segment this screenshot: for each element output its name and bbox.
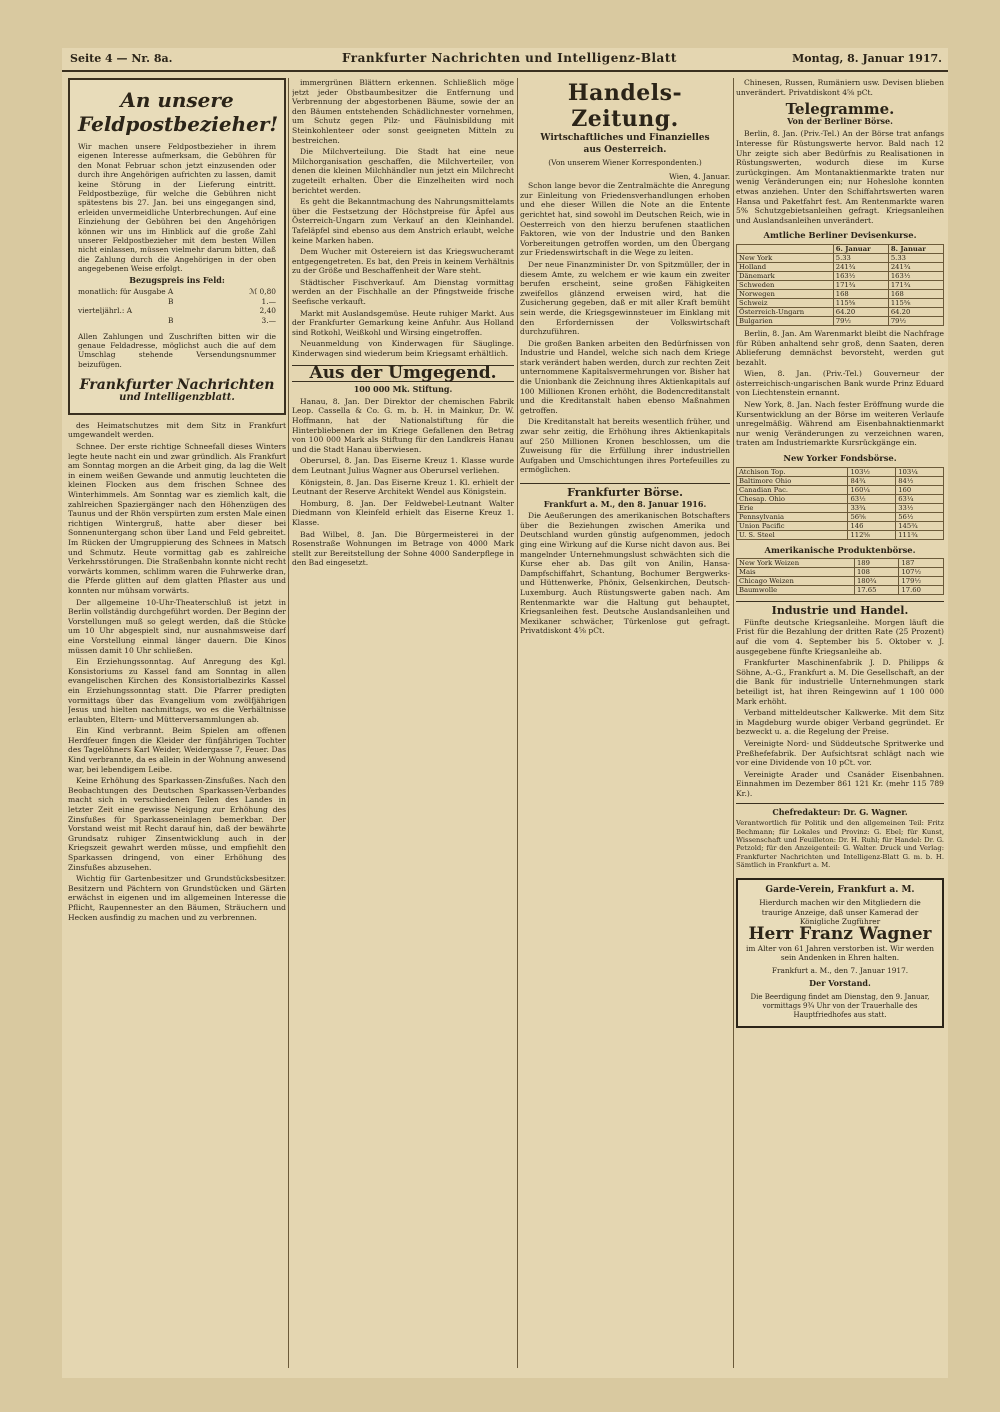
subscription-ad <box>68 78 286 415</box>
ad-title-line: Feldpostbezieher! <box>78 112 279 136</box>
article-paragraph: Frankfurter Maschinenfabrik J. D. Philipps & Söhne, A.-G., Frankfurt a. M. Die Gesellschaft, an der die Bank für industrielle Unternehmungen stark beteiligt ist, hat ihren Reingewinn auf 1 100 000 Mark erhöht. <box>736 658 944 706</box>
table-cell: 146 <box>848 521 896 530</box>
table-cell: 103¼ <box>896 467 944 476</box>
death-notice <box>736 878 944 1028</box>
article-paragraph: Vereinigte Nord- und Süddeutsche Spritwerke und Preßhefefabrik. Der Aufsichtsrat schlägt nach wie vor eine Dividende von 10 pCt. vor. <box>736 738 944 768</box>
table-row <box>737 307 944 316</box>
table-cell: 111¾ <box>896 530 944 539</box>
table-cell: 241¾ <box>888 262 943 271</box>
table-cell: 103½ <box>848 467 896 476</box>
table-cell: 163½ <box>888 271 943 280</box>
umgegend-title: Aus der Umgegend. <box>292 365 514 383</box>
ad-signature: Frankfurter Nachrichten <box>79 377 275 394</box>
table-cell: Chicago Weizen <box>737 577 855 586</box>
column-4 <box>736 78 944 1378</box>
table-cell: 17.60 <box>899 586 944 595</box>
article-paragraph: Ein Erziehungssonntag. Auf Anregung des Kgl. Konsistoriums zu Kassel fand am Sonntag in allen evangelischen Kirchen des Konsistorialbezirks Kassel ein Erziehungssonntag statt. Die Pfarrer predigten vormittags über das Evangelium vom zwölfjährigen Jesus und hielten nachmittags, wo es die Verhältnisse erlaubten, Eltern- und Mütterversammlungen ab. <box>68 657 286 724</box>
article-paragraph: Markt mit Auslandsgemüse. Heute ruhiger Markt. Aus der Frankfurter Gemarkung keine Anfuhr. Aus Holland sind Rotkohl, Weißkohl und Wirsing eingetroffen. <box>292 308 514 337</box>
table-header <box>737 244 834 253</box>
column-3 <box>520 78 730 1378</box>
table-cell: 179½ <box>899 577 944 586</box>
article-paragraph: New York, 8. Jan. Nach fester Eröffnung wurde die Kursentwicklung an der Börse im weiteren Verlaufe unregelmäßig. Während am Eisenbahnaktienmarkt nur wenig Veränderungen zu verzeichnen waren, traten am Industriemarkte Kursrückgänge ein. <box>736 400 944 448</box>
table-cell: 56½ <box>896 512 944 521</box>
industrie-title: Industrie und Handel. <box>736 601 944 616</box>
table-cell: Mais <box>737 568 855 577</box>
notice-intro: Hierdurch machen wir den Mitgliedern die traurige Anzeige, daß unser Kamerad der Königliche Zugführer <box>759 898 921 926</box>
table-cell: Erie <box>737 503 848 512</box>
ad-body: Wir machen unsere Feldpostbezieher in ihrem eigenen Interesse aufmerksam, die Gebühren für den Monat Februar schon jetzt einzusenden oder durch ihre Angehörigen aufrichten zu lassen, damit keine Störung in der Lieferung eintritt. Feldpostbezüge, für welche die Gebühren nicht spätestens bis 27. Jan. bei uns eingegangen sind, erleiden unvermeidliche Unterbrechungen. Auf eine Einziehung der Gebühren bei den Angehörigen können wir uns im Hinblick auf die große Zahl unserer Feldpostbezieher mit dem besten Willen nicht einlassen, müssen vielmehr darum bitten, daß die Zahlung durch die Angehörigen in der oben angegebenen Weise erfolgt. <box>78 142 276 274</box>
table-row <box>737 503 944 512</box>
table-cell: 163½ <box>833 271 888 280</box>
table-cell: Österreich-Ungarn <box>737 307 834 316</box>
table-cell: 171¾ <box>833 280 888 289</box>
notice-organization: Garde-Verein, Frankfurt a. M. <box>765 884 915 895</box>
prices-title: Bezugspreis ins Feld: <box>129 274 225 285</box>
column-rule <box>733 78 734 1368</box>
price-row <box>78 287 276 297</box>
price-label: B <box>168 296 174 306</box>
price-value: 1.— <box>261 296 276 306</box>
table-cell: 5.33 <box>833 253 888 262</box>
table-cell: 33¾ <box>848 503 896 512</box>
umgegend-subtitle: 100 000 Mk. Stiftung. <box>353 384 453 395</box>
table-cell: 189 <box>854 559 899 568</box>
article-paragraph: Hanau, 8. Jan. Der Direktor der chemischen Fabrik Leop. Cassella & Co. G. m. b. H. in Mainkur, Dr. W. Hoffmann, hat der Nationalstiftung für die Hinterbliebenen der im Kriege Gefallenen den Betrag von 100 000 Mark als Stiftung für den Landkreis Hanau und die Stadt Hanau überwiesen. <box>292 396 514 454</box>
column-1 <box>68 78 286 1378</box>
table-cell: Baumwolle <box>737 586 855 595</box>
table-cell: 168 <box>833 289 888 298</box>
column-rule <box>517 78 518 1368</box>
table-row <box>737 494 944 503</box>
table-cell: 168 <box>888 289 943 298</box>
article-paragraph: Wichtig für Gartenbesitzer und Grundstücksbesitzer. Besitzern und Pächtern von Grundstücken und Gärten erwächst in eigenen und im allgemeinen Interesse die Pflicht, Raupennester an den Bäumen, Sträuchern und Hecken ausfindig zu machen und zu verbrennen. <box>68 874 286 922</box>
price-value: 3.— <box>261 316 276 326</box>
article-paragraph: Vereinigte Arader und Csanáder Eisenbahnen. Einnahmen im Dezember 861 121 Kr. (mehr 115 789 Kr.). <box>736 769 944 798</box>
table-row <box>737 476 944 485</box>
table-header: 8. Januar <box>888 244 943 253</box>
ad-signature-sub: und Intelligenzblatt. <box>119 392 235 404</box>
produce-table <box>736 558 944 595</box>
masthead-title: Frankfurter Nachrichten und Intelligenz-Blatt <box>342 51 677 65</box>
devisen-title: Amtliche Berliner Devisenkurse. <box>763 230 917 241</box>
notice-place-date: Frankfurt a. M., den 7. Januar 1917. <box>771 965 909 975</box>
price-row <box>78 306 276 316</box>
table-cell: Holland <box>737 262 834 271</box>
deceased-name: Herr Franz Wagner <box>748 924 932 945</box>
table-cell: 108 <box>854 568 899 577</box>
page-number: Seite 4 — Nr. 8a. <box>70 52 173 65</box>
price-value: 2,40 <box>259 306 276 316</box>
price-row <box>78 316 276 326</box>
article-paragraph: Verband mitteldeutscher Kalkwerke. Mit dem Sitz in Magdeburg wurde obiger Verband gegründet. Er bezweckt u. a. die Regelung der Preise. <box>736 708 944 737</box>
article-paragraph: Die Aeußerungen des amerikanischen Botschafters über die Beziehungen zwischen Amerika und Deutschland wurden günstig aufgenommen, jedoch ging eine Wirkung auf die Kurse nicht davon aus. Bei mangelnder Unternehmungslust schwächten sich die Kurse eher ab. Das gilt von Anilin, Hansa-Dampfschiffahrt, Schantung, Bochumer Bergwerks- und Hüttenwerke, Phönix, Gelsenkirchen, Deutsch-Luxemburg. Auch Rüstungswerte gaben nach. Am Rentenmarkte war die Haltung gut behauptet, Kriegsanleihen fest. Deutsche Auslandsanleihen und Mexikaner schwächer, Türkenlose gut gefragt. Privatdiskont 4⅝ pCt. <box>520 511 730 636</box>
price-label: B <box>168 316 174 326</box>
table-row <box>737 485 944 494</box>
table-cell: 79½ <box>833 316 888 325</box>
table-row <box>737 530 944 539</box>
table-cell: Union Pacific <box>737 521 848 530</box>
ad-closing: Allen Zahlungen und Zuschriften bitten wir die genaue Feldadresse, möglichst auch die auf dem Umschlag stehende Versendungsnummer beizufügen. <box>78 331 276 369</box>
article-paragraph: Berlin, 8. Jan. (Priv.-Tel.) An der Börse trat anfangs Interesse für Rüstungswerte hervor. Bald nach 12 Uhr zeigte sich aber Bedürfnis zu Realisationen in Rüstungswerten, wodurch diese im Kurse zurückgingen. Am Montanaktienmarkte traten nur wenig Veränderungen ein; nur Hoheslohe konnten etwas anziehen. Unter den Schiffahrtswerten waren Hansa und Paketfahrt fest. Am Rentenmarkte waren 5% Schutzgebietsanleihen gefragt. Kriegsanleihen und Auslandsanleihen unverändert. <box>736 129 944 225</box>
impressum <box>736 803 944 870</box>
article-paragraph: Es geht die Bekanntmachung des Nahrungsmittelamts über die Festsetzung der Höchstpreise für Äpfel aus Österreich-Ungarn zum Verkauf an den Kleinhandel. Tafeläpfel sind ebenso aus dem Anstrich erlaubt, welche keine Marken haben. <box>292 197 514 245</box>
table-row <box>737 521 944 530</box>
column-rule <box>288 78 289 1368</box>
table-cell: 241¾ <box>833 262 888 271</box>
article-paragraph: des Heimatschutzes mit dem Sitz in Frankfurt umgewandelt werden. <box>68 420 286 440</box>
table-cell: 107½ <box>899 568 944 577</box>
article-paragraph: Die Kreditanstalt hat bereits wesentlich früher, und zwar sehr zeitig, die Erhöhung ihres Aktienkapitals auf 250 Millionen Kronen beschlossen, um die Zuweisung für die Erfüllung ihrer industriellen Aufgaben und Umschichtungen ihres Portefeuilles zu ermöglichen. <box>520 417 730 475</box>
article-paragraph: Dem Wucher mit Ostereiern ist das Kriegswucheramt entgegengetreten. Es bat, den Preis in keinem Verhältnis zu der Größe und Beschaffenheit der Ware steht. <box>292 247 514 276</box>
table-row <box>737 512 944 521</box>
table-cell: 171¾ <box>888 280 943 289</box>
table-cell: Baltimore Ohio <box>737 476 848 485</box>
article-paragraph: Der allgemeine 10-Uhr-Theaterschluß ist jetzt in Berlin vollständig durchgeführt worden. Der Beginn der Vorstellungen muß so gelegt werden, daß die Stücke um 10 Uhr abgespielt sind, nur ausnahmsweise darf eine Vorstellung einmal länger dauern. Die Kinos müssen damit 10 Uhr schließen. <box>68 597 286 655</box>
table-cell: 112⅝ <box>848 530 896 539</box>
table-cell: 33½ <box>896 503 944 512</box>
article-paragraph: Chinesen, Russen, Rumäniern usw. Devisen blieben unverändert. Privatdiskont 4⅝ pCt. <box>736 78 944 97</box>
table-cell: 115⅝ <box>833 298 888 307</box>
table-cell: 115⅝ <box>888 298 943 307</box>
table-cell: Pennsylvania <box>737 512 848 521</box>
table-row <box>737 568 944 577</box>
table-row <box>737 280 944 289</box>
table-cell: 5.33 <box>888 253 943 262</box>
devisen-table <box>736 244 944 326</box>
table-cell: Dänemark <box>737 271 834 280</box>
article-paragraph: Die Milchverteilung. Die Stadt hat eine neue Milchorganisation geschaffen, die Milchverteiler, von denen die kleinen Milchhändler nun jetzt ein Milchrecht zugeteilt erhalten. Über die Einzelheiten wird noch berichtet werden. <box>292 147 514 195</box>
article-paragraph: Der neue Finanzminister Dr. von Spitzmüller, der in diesem Amte, zu welchem er wie kaum ein zweiter berufen erscheint, seine großen Fähigkeiten zweifellos glänzend erweisen wird, hat die Zusicherung gegeben, daß er mit aller Kraft bemüht sein werde, die Kriegsgewinnsteuer im Einklang mit den Erfordernissen der Volkswirtschaft durchzuführen. <box>520 259 730 337</box>
handelszeitung-subtitle: aus Oesterreich. <box>583 145 667 155</box>
article-paragraph: Wien, 8. Jan. (Priv.-Tel.) Gouverneur der österreichisch-ungarischen Bank wurde Prinz Eduard von Liechtenstein ernannt. <box>736 369 944 398</box>
notice-signature: Der Vorstand. <box>809 978 871 989</box>
table-row <box>737 559 944 568</box>
table-cell: 17.65 <box>854 586 899 595</box>
ad-title-line: An unsere <box>120 88 234 112</box>
ny-bonds-title: New Yorker Fondsbörse. <box>783 453 897 464</box>
produce-title: Amerikanische Produktenbörse. <box>764 544 916 555</box>
article-paragraph: Fünfte deutsche Kriegsanleihe. Morgen läuft die Frist für die Bezahlung der dritten Rate (25 Prozent) auf die vom 4. September bis 5. Oktober v. J. ausgegebene fünfte Kriegsanleihe ab. <box>736 617 944 656</box>
price-row <box>78 297 276 307</box>
borse-dateline: Frankfurt a. M., den 8. Januar 1916. <box>543 498 707 509</box>
correspondent-note: (Von unserem Wiener Korrespondenten.) <box>548 158 702 167</box>
table-header: 6. Januar <box>833 244 888 253</box>
article-paragraph: Bad Wilbel, 8. Jan. Die Bürgermeisterei in der Rosenstraße Wohnungen im Betrage von 4000 Mark stellt zur Bereitstellung der Sohne 4000 Sanderpflege in den Bad eingesetzt. <box>292 529 514 568</box>
telegramme-title: Telegramme. <box>785 100 895 119</box>
table-row <box>737 271 944 280</box>
table-cell: 64.20 <box>833 307 888 316</box>
issue-date: Montag, 8. Januar 1917. <box>792 52 942 65</box>
table-cell: Schweiz <box>737 298 834 307</box>
table-row <box>737 586 944 595</box>
table-cell: 63¼ <box>896 494 944 503</box>
article-paragraph: Schon lange bevor die Zentralmächte die Anregung zur Einleitung von Friedensverhandlungen erhoben und ehe dieser Willen die Note an die Entente gerichtet hat, sind sowohl im Deutschen Reich, wie in Oesterreich von den hierzu berufenen staatlichen Faktoren, wie von der Industrie und den Banken Vorbereitungen getroffen worden, um den Übergang zur Friedenswirtschaft in die Wege zu leiten. <box>520 181 730 258</box>
table-cell: 187 <box>899 559 944 568</box>
burial-info: Die Beerdigung findet am Dienstag, den 9. Januar, vormittags 9¾ Uhr von der Trauerhalle des Hauptfriedhofes aus statt. <box>750 992 930 1019</box>
price-label: vierteljährl.: A <box>78 306 133 316</box>
table-row <box>737 577 944 586</box>
table-cell: Canadian Pac. <box>737 485 848 494</box>
table-row <box>737 298 944 307</box>
handelszeitung-subtitle: Wirtschaftliches und Finanzielles <box>540 133 710 143</box>
newspaper-page <box>62 48 948 1378</box>
table-cell: 84½ <box>896 476 944 485</box>
article-paragraph: Schnee. Der erste richtige Schneefall dieses Winters legte heute nacht ein und zwar gründlich. Als Frankfurt am Sonntag morgen an die Arbeit ging, da lag die Welt in einem weißen Gewande und anmutig leuchteten die kleinen Flocken aus dem frischen Schnee des Winterhimmels. Am Sonntag war es ziemlich kalt, die zahlreichen Spaziergänger nach den Höhenzügen des Taunus und der Rhön verspürten zum ersten Male einen richtigen Wintergruß, hatte aber dieser bei Sonnenuntergang schon über Land und Feld gebreitet. Im Rücken der Umgruppierung des Schnees in Matsch und Schmutz. Heute vormittag gab es zahlreiche Verkehrsstörungen. Die Straßenbahn konnte nicht recht vorwärts kommen, schlimm waren die Fuhrwerke dran, die Pferde glitten auf dem glatten Pflaster aus und konnten nur mühsam vorwärts. <box>68 442 286 595</box>
article-paragraph: Neuanmeldung von Kinderwagen für Säuglinge. Kinderwagen sind wiederum beim Kriegsamt erhältlich. <box>292 339 514 359</box>
table-cell: 79½ <box>888 316 943 325</box>
table-cell: 64.20 <box>888 307 943 316</box>
article-paragraph: Keine Erhöhung des Sparkassen-Zinsfußes. Nach den Beobachtungen des Deutschen Sparkassen-Verbandes macht sich in verschiedenen Teilen des Landes in letzter Zeit eine gewisse Neigung zur Erhöhung des Zinsfußes für Sparkasseneinlagen bemerkbar. Der Vorstand weist mit Recht darauf hin, daß der bewährte Grundsatz ruhiger Zinsentwicklung auch in der Kriegszeit gewahrt werden müsse, und empfiehlt den Sparkassen dringend, von einer Erhöhung des Zinsfußes abzusehen. <box>68 776 286 872</box>
table-cell: Norwegen <box>737 289 834 298</box>
table-cell: Chesap. Ohio <box>737 494 848 503</box>
article-paragraph: immergrünen Blättern erkennen. Schließlich möge jetzt jeder Obstbaumbesitzer die Entfernung und Verbrennung der abgestorbenen Bäume, sowie der an den Bäumen entstehenden Schädlichnester vornehmen, um Schutz gegen Pilz- und Fäulnisbildung mit Steinkohlenteer oder sonst geeigneten Mitteln zu bestreichen. <box>292 78 514 145</box>
dateline: Wien, 4. Januar. <box>668 171 730 181</box>
article-paragraph: Berlin, 8. Jan. Am Warenmarkt bleibt die Nachfrage für Rüben anhaltend sehr groß, denn Saaten, deren Ablieferung demnächst bevorsteht, werden gut bezahlt. <box>736 328 944 367</box>
table-cell: Schweden <box>737 280 834 289</box>
ny-bonds-table <box>736 467 944 540</box>
article-paragraph: Königstein, 8. Jan. Das Eiserne Kreuz 1. Kl. erhielt der Leutnant der Reserve Architekt Wendel aus Königstein. <box>292 477 514 497</box>
table-cell: 63½ <box>848 494 896 503</box>
article-paragraph: Die großen Banken arbeiten den Bedürfnissen von Industrie und Handel, welche sich nach dem Kriege stark verändert haben werden, durch zur rechten Zeit unternommene Kapitalsvermehrungen vor. Bisher hat die Unionbank die Zeichnung ihres Aktienkapitals auf 100 Millionen Kronen erhöht, die Bodencreditanstalt und die Kreditanstalt haben ebenso Maßnahmen getroffen. <box>520 338 730 415</box>
table-row <box>737 467 944 476</box>
article-paragraph: Oberursel, 8. Jan. Das Eiserne Kreuz 1. Klasse wurde dem Leutnant Julius Wagner aus Oberursel verliehen. <box>292 456 514 475</box>
table-cell: Atchison Top. <box>737 467 848 476</box>
impressum-text: Verantwortlich für Politik und den allgemeinen Teil: Fritz Bechmann; für Lokales und Provinz: G. Ebel; für Kunst, Wissenschaft und Feuilleton: Dr. H. Ruhl; für Handel: Dr. G. Petzold; für den Anzeigenteil: G. Walter. Druck und Verlag: Frankfurter Nachrichten und Intelligenz-Blatt G. m. b. H. Sämtlich in Frankfurt a. M. <box>736 819 944 870</box>
table-row <box>737 289 944 298</box>
table-cell: 160¼ <box>848 485 896 494</box>
chief-editor: Chefredakteur: Dr. G. Wagner. <box>772 806 908 817</box>
table-row <box>737 253 944 262</box>
page-header <box>62 48 948 72</box>
article-paragraph: Homburg, 8. Jan. Der Feldwebel-Leutnant Walter Diedmann von Kleinfeld erhielt das Eiserne Kreuz 1. Klasse. <box>292 498 514 527</box>
table-row <box>737 316 944 325</box>
article-paragraph: Ein Kind verbrannt. Beim Spielen am offenen Herdfeuer fingen die Kleider der fünfjährigen Tochter des Tagelöhners Karl Weider, Weidergasse 7, Feuer. Das Kind verbrannte, da es allein in der Wohnung anwesend war, bei lebendigem Leibe. <box>68 726 286 774</box>
table-header-row <box>737 244 944 253</box>
ad-title <box>78 88 279 136</box>
handelszeitung-title: Handels-Zeitung. <box>567 80 683 132</box>
table-cell: 160 <box>896 485 944 494</box>
telegramme-subtitle: Von der Berliner Börse. <box>787 115 893 126</box>
table-cell: 56⅝ <box>848 512 896 521</box>
borse-title: Frankfurter Börse. <box>520 483 730 498</box>
table-cell: U. S. Steel <box>737 530 848 539</box>
table-cell: 145¾ <box>896 521 944 530</box>
table-cell: 180¾ <box>854 577 899 586</box>
price-label: monatlich: für Ausgabe A <box>78 287 174 297</box>
table-cell: New York <box>737 253 834 262</box>
price-value: ℳ 0,80 <box>249 287 276 297</box>
article-paragraph: Städtischer Fischverkauf. Am Dienstag vormittag werden an der Fischhalle an der Pfingstweide frische Seefische verkauft. <box>292 277 514 307</box>
column-2 <box>292 78 514 1378</box>
notice-age: im Alter von 61 Jahren verstorben ist. Wir werden sein Andenken in Ehren halten. <box>746 943 934 963</box>
table-cell: 84¾ <box>848 476 896 485</box>
table-cell: New York Weizen <box>737 559 855 568</box>
table-cell: Bulgarien <box>737 316 834 325</box>
table-row <box>737 262 944 271</box>
